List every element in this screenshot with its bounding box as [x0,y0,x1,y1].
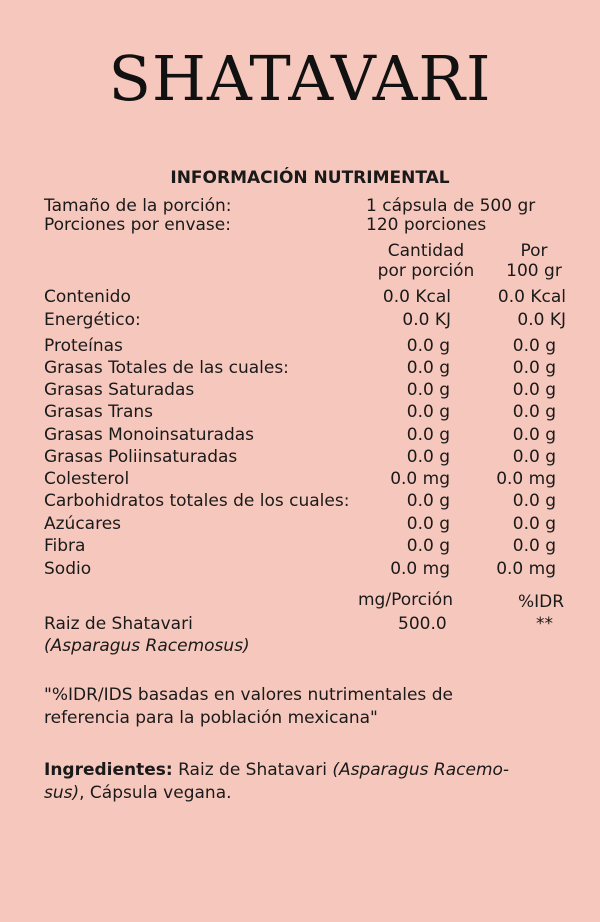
nutrient-serving: 0.0 g [406,447,450,467]
nutrient-serving: 0.0 g [406,402,450,422]
ingredients-latin-cont: sus) [44,783,80,803]
nutrient-serving: 0.0 g [406,425,450,445]
nutrient-serving: 0.0 g [406,358,450,378]
nutrient-label: Sodio [44,559,92,579]
ingredients-latin: (Asparagus Racemo- [332,760,510,780]
nutrient-per100: 0.0 g [512,536,556,556]
nutrient-serving: 0.0 g [406,336,450,356]
active-ingredient-mg: 500.0 [398,614,447,634]
col-idr: %IDR [518,592,565,612]
nutrient-label: Proteínas [44,336,123,356]
ingredients-line2 [44,783,232,803]
nutrient-label: Carbohidratos totales de los cuales: [44,491,350,511]
nutrient-label: Grasas Poliinsaturadas [44,447,238,467]
energy-label-line2: Energético: [44,310,141,330]
energy-kcal-100: 0.0 Kcal [497,287,566,307]
footnote-line1: "%IDR/IDS basadas en valores nutrimentales de [44,685,453,705]
active-ingredient-name: Raiz de Shatavari [44,614,193,634]
footnote-line2: referencia para la población mexicana" [44,708,378,728]
product-title: SHATAVARI [108,42,492,115]
nutrient-per100: 0.0 mg [496,559,556,579]
ingredients-text: Raiz de Shatavari [172,760,333,780]
nutrient-per100: 0.0 g [512,402,556,422]
energy-label-line1: Contenido [44,287,131,307]
nutrient-serving: 0.0 g [406,491,450,511]
col-per-serving-line2: por porción [377,261,475,281]
serving-size-label: Tamaño de la porción: [44,196,232,216]
energy-kcal-serving: 0.0 Kcal [382,287,451,307]
nutrient-serving: 0.0 mg [390,559,450,579]
nutrient-serving: 0.0 g [406,536,450,556]
nutrient-label: Colesterol [44,469,130,489]
nutrient-per100: 0.0 g [512,336,556,356]
nutrient-serving: 0.0 mg [390,469,450,489]
nutrient-per100: 0.0 g [512,514,556,534]
nutrient-per100: 0.0 g [512,447,556,467]
ingredients-text-cont: , Cápsula vegana. [79,783,232,803]
nutrient-label: Grasas Saturadas [44,380,195,400]
energy-kj-100: 0.0 KJ [517,310,566,330]
col-mg-per-serving: mg/Porción [358,590,453,610]
ingredients-line1 [44,760,509,780]
nutrient-per100: 0.0 g [512,380,556,400]
nutrient-label: Grasas Totales de las cuales: [44,358,289,378]
nutrition-heading: INFORMACIÓN NUTRIMENTAL [170,168,450,188]
nutrient-label: Fibra [44,536,86,556]
servings-count-label: Porciones por envase: [44,215,231,235]
nutrient-serving: 0.0 g [406,380,450,400]
nutrient-label: Grasas Trans [44,402,154,422]
nutrient-per100: 0.0 g [512,491,556,511]
nutrient-per100: 0.0 g [512,358,556,378]
col-per-100-line1: Por [520,241,548,261]
servings-count-value: 120 porciones [366,215,487,235]
active-ingredient-latin: (Asparagus Racemosus) [44,636,250,656]
serving-size-value: 1 cápsula de 500 gr [366,196,536,216]
col-per-100-line2: 100 gr [506,261,562,281]
energy-kj-serving: 0.0 KJ [402,310,451,330]
nutrient-label: Azúcares [44,514,122,534]
active-ingredient-idr: ** [536,614,553,634]
nutrient-serving: 0.0 g [406,514,450,534]
ingredients-label: Ingredientes: [44,760,173,780]
nutrient-label: Grasas Monoinsaturadas [44,425,255,445]
nutrient-per100: 0.0 g [512,425,556,445]
nutrient-per100: 0.0 mg [496,469,556,489]
col-per-serving-line1: Cantidad [387,241,465,261]
